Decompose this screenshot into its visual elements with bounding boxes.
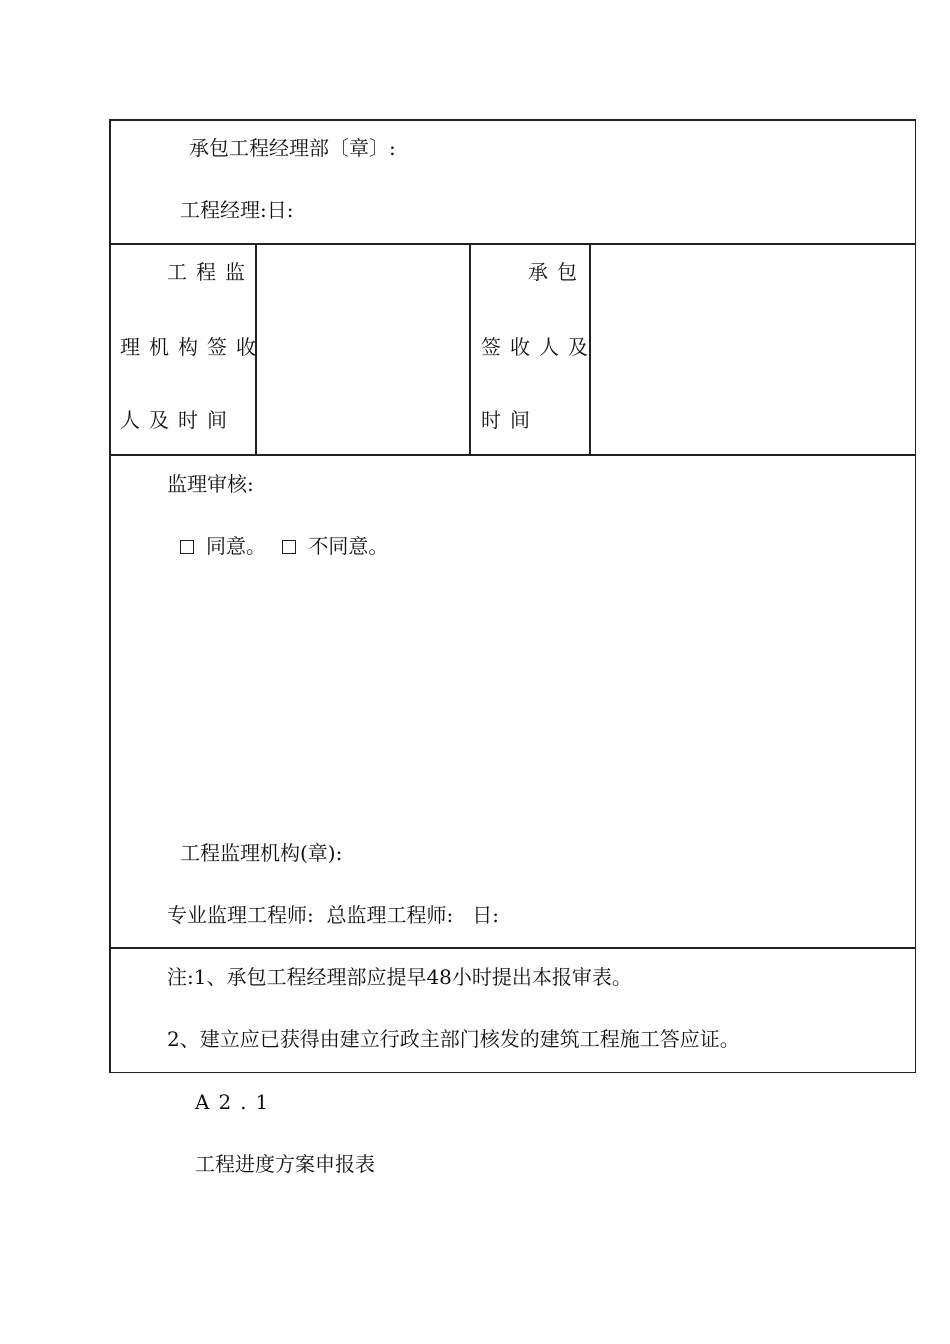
supervisor-receipt-label-1: 工程监 (167, 260, 254, 284)
form-code: A2.1 (195, 1090, 278, 1114)
review-options (180, 533, 388, 559)
review-title: 监理审核: (167, 472, 254, 496)
table-border-top (109, 119, 916, 121)
row-divider-1 (109, 243, 916, 245)
col-divider-2 (469, 243, 471, 455)
agree-checkbox[interactable] (180, 540, 194, 554)
supervision-agency-seal: 工程监理机构(章): (180, 841, 343, 865)
supervisor-receipt-label-3: 人及时间 (120, 408, 236, 432)
contractor-receipt-label-3: 时间 (481, 408, 539, 432)
disagree-checkbox[interactable] (282, 540, 296, 554)
engineer-signatures: 专业监理工程师: 总监理工程师: 日: (167, 903, 500, 927)
disagree-label: 不同意。 (308, 534, 389, 558)
table-border-bottom (109, 1072, 916, 1074)
row-divider-2 (109, 454, 916, 456)
contractor-dept-seal: 承包工程经理部〔章〕: (189, 136, 396, 160)
supervisor-receipt-label-2: 理机构签收 (120, 335, 265, 359)
contractor-receipt-label-1: 承包 (528, 260, 586, 284)
agree-label: 同意。 (206, 534, 266, 558)
table-border-left (109, 119, 111, 1073)
note-1: 注:1、承包工程经理部应提早48小时提出本报审表。 (167, 965, 632, 989)
row-divider-3 (109, 947, 916, 949)
note-2: 2、建立应已获得由建立行政主部门核发的建筑工程施工答应证。 (167, 1027, 740, 1051)
form-title: 工程进度方案申报表 (195, 1152, 375, 1176)
contractor-receipt-label-2: 签收人及 (481, 335, 597, 359)
table-border-right (915, 119, 917, 1073)
contractor-manager-date: 工程经理:日: (180, 198, 294, 222)
